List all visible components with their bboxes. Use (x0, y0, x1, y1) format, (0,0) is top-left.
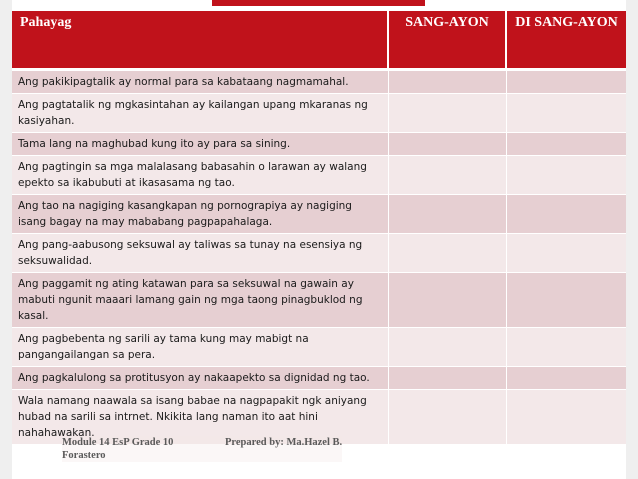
table-row (12, 94, 626, 133)
table-row (12, 133, 626, 156)
agree-cell[interactable] (388, 156, 506, 195)
disagree-cell[interactable] (506, 328, 626, 367)
table-row (12, 234, 626, 273)
disagree-cell[interactable] (506, 234, 626, 273)
header-disagree: DI SANG-AYON (506, 11, 626, 70)
table-row (12, 70, 626, 94)
agree-cell[interactable] (388, 273, 506, 328)
slide-footer (62, 436, 342, 462)
disagree-cell[interactable] (506, 367, 626, 390)
disagree-cell[interactable] (506, 133, 626, 156)
statement-cell: Wala namang naawala sa isang babae na nagpapakit ngk aniyang hubad na sarili sa intrnet. Nkikita lang naman ito aat hini nahahawakan. (12, 390, 388, 445)
disagree-cell[interactable] (506, 390, 626, 445)
statement-cell: Ang pagtingin sa mga malalasang babasahin o larawan ay walang epekto sa ikabubuti at ikasasama ng tao. (12, 156, 388, 195)
statement-cell: Ang pagbebenta ng sarili ay tama kung may mabigt na pangangailangan sa pera. (12, 328, 388, 367)
statement-cell: Ang pakikipagtalik ay normal para sa kabataang nagmamahal. (12, 70, 388, 94)
table-row (12, 367, 626, 390)
footer-author-surname: Forastero (62, 450, 106, 461)
table-row (12, 328, 626, 367)
statement-cell: Ang pang-aabusong seksuwal ay taliwas sa tunay na esensiya ng seksuwalidad. (12, 234, 388, 273)
statement-cell: Tama lang na maghubad kung ito ay para sa sining. (12, 133, 388, 156)
agree-cell[interactable] (388, 234, 506, 273)
agree-cell[interactable] (388, 390, 506, 445)
statement-cell: Ang paggamit ng ating katawan para sa seksuwal na gawain ay mabuti ngunit maaari lamang gain ng mga taong pinagbuklod ng kasal. (12, 273, 388, 328)
disagree-cell[interactable] (506, 156, 626, 195)
left-margin-bar (0, 0, 12, 479)
agree-cell[interactable] (388, 133, 506, 156)
agree-cell[interactable] (388, 70, 506, 94)
table-header-row (12, 11, 626, 70)
disagree-cell[interactable] (506, 94, 626, 133)
table-row (12, 156, 626, 195)
disagree-cell[interactable] (506, 195, 626, 234)
agree-cell[interactable] (388, 195, 506, 234)
disagree-cell[interactable] (506, 70, 626, 94)
statement-cell: Ang pagkalulong sa protitusyon ay nakaapekto sa dignidad ng tao. (12, 367, 388, 390)
table-row (12, 195, 626, 234)
disagree-cell[interactable] (506, 273, 626, 328)
agree-cell[interactable] (388, 94, 506, 133)
header-statement: Pahayag (12, 11, 388, 70)
header-agree: SANG-AYON (388, 11, 506, 70)
statement-cell: Ang tao na nagiging kasangkapan ng pornograpiya ay nagiging isang bagay na may mababang pagpapahalaga. (12, 195, 388, 234)
footer-module: Module 14 EsP Grade 10 (62, 437, 174, 448)
table-row (12, 273, 626, 328)
agree-cell[interactable] (388, 328, 506, 367)
statement-cell: Ang pagtatalik ng mgkasintahan ay kailangan upang mkaranas ng kasiyahan. (12, 94, 388, 133)
agree-cell[interactable] (388, 367, 506, 390)
right-margin-bar (626, 0, 638, 479)
survey-table (12, 11, 626, 444)
top-accent-bar (212, 0, 425, 6)
footer-prepared-by: Prepared by: Ma.Hazel B. (225, 437, 343, 448)
